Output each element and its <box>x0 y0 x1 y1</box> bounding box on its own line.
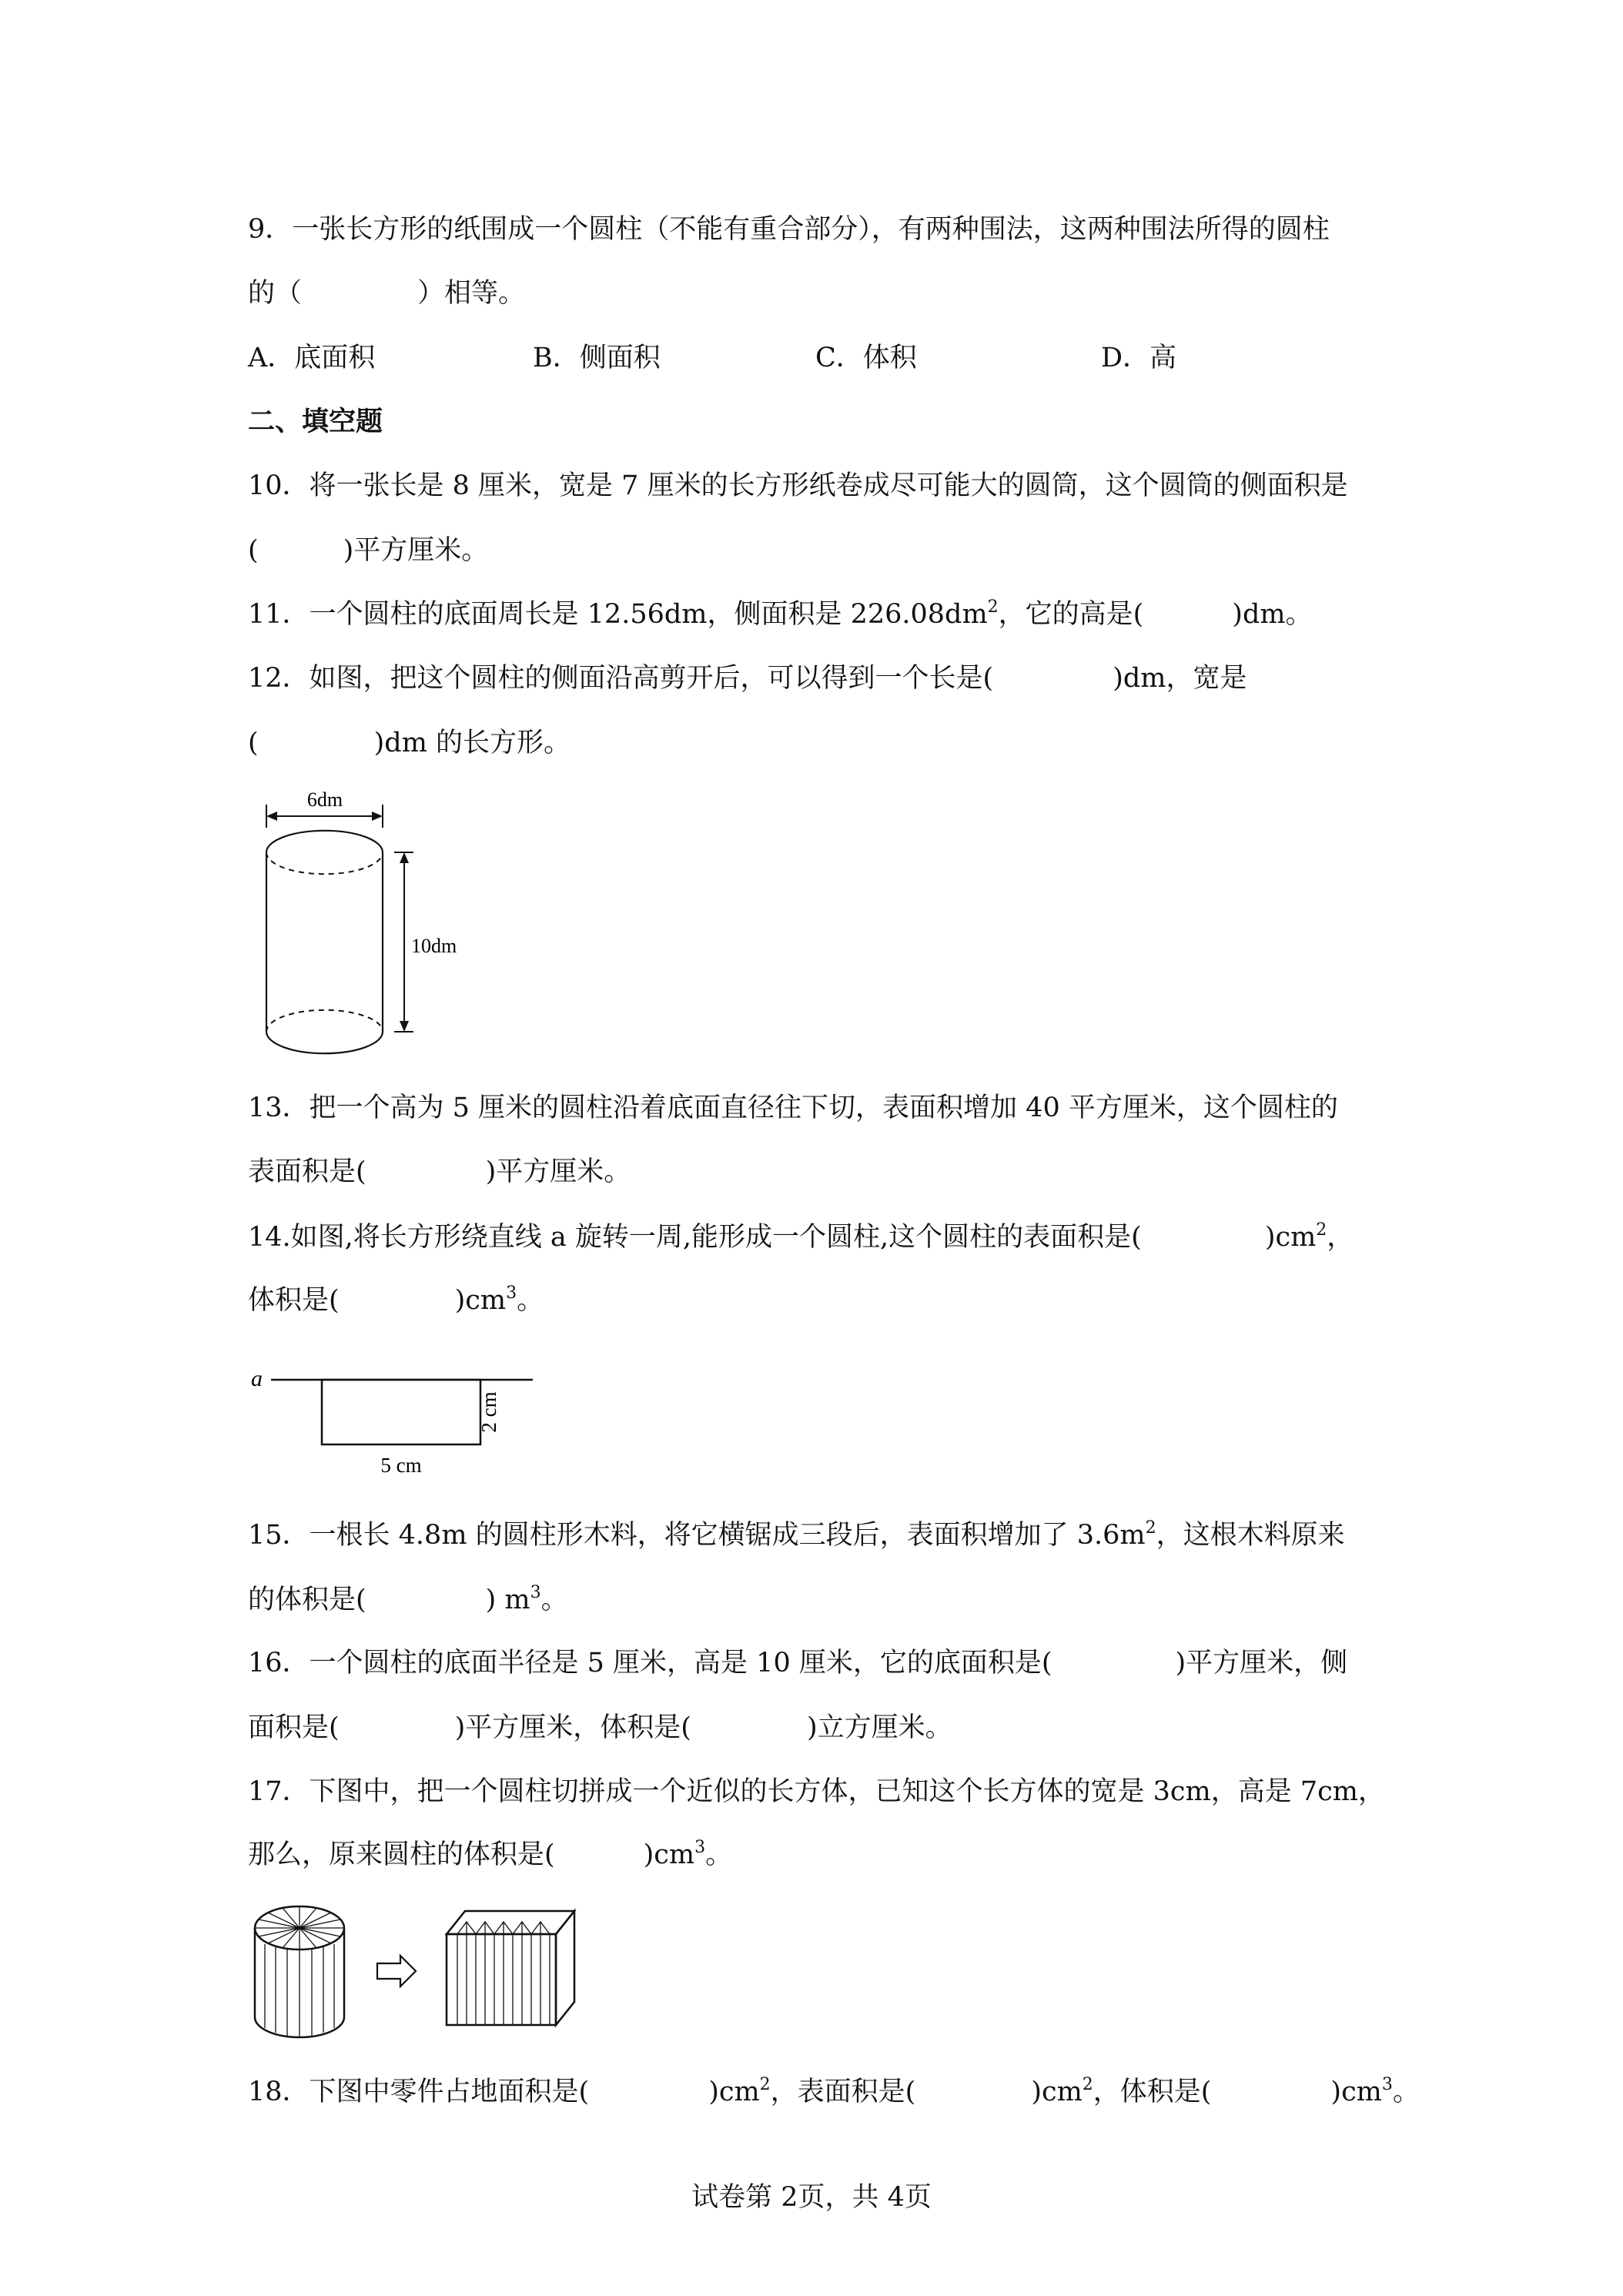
height-label: 10dm <box>411 935 457 957</box>
q17-line1: 17．下图中，把一个圆柱切拼成一个近似的长方体，已知这个长方体的宽是 3cm，高是 7cm， <box>248 1776 1385 1807</box>
q13-line1: 13．把一个高为 5 厘米的圆柱沿着底面直径往下切，表面积增加 40 平方厘米，这个圆柱的 <box>248 1093 1338 1123</box>
page-footer: 试卷第 2页，共 4页 <box>691 2182 932 2213</box>
axis-label: a <box>251 1366 263 1391</box>
q9-line1: 9．一张长方形的纸围成一个圆柱（不能有重合部分），有两种围法，这两种围法所得的圆柱 <box>248 214 1330 245</box>
option-d[interactable]: D．高 <box>1101 343 1177 373</box>
q15-line1: 15．一根长 4.8m 的圆柱形木料，将它横锯成三段后，表面积增加了 $3.6m^2$，这根木料原来 <box>248 1518 1345 1551</box>
option-b[interactable]: B．侧面积 <box>533 343 661 373</box>
q17-line2: 那么，原来圆柱的体积是( )$cm^3$。 <box>248 1838 733 1870</box>
diameter-label: 6dm <box>306 788 343 811</box>
q16-line2: 面积是( )平方厘米，体积是( )立方厘米。 <box>248 1712 952 1743</box>
q18-line: 18．下图中零件占地面积是( )$cm^2$，表面积是( )$cm^2$，体积是( )$cm^3$。 <box>248 2075 1420 2107</box>
cylinder-figure <box>248 782 479 1066</box>
q10-line1: 10．将一张长是 8 厘米，宽是 7 厘米的长方形纸卷成尽可能大的圆筒，这个圆筒的侧面积是 <box>248 470 1348 501</box>
width-label: 5 cm <box>380 1454 422 1477</box>
q9-line2: 的（ ）相等。 <box>248 278 526 309</box>
q12-line2: ( )dm 的长方形。 <box>248 728 571 758</box>
q12-line1: 12．如图，把这个圆柱的侧面沿高剪开后，可以得到一个长是( )dm，宽是 <box>248 663 1247 694</box>
q9-options <box>248 340 1403 377</box>
q16-line1: 16．一个圆柱的底面半径是 5 厘米，高是 10 厘米，它的底面积是( )平方厘米，侧 <box>248 1648 1348 1678</box>
cylinder-to-cuboid-figure <box>248 1902 587 2040</box>
section-heading: 二、填空题 <box>248 407 383 437</box>
option-a[interactable]: A．底面积 <box>248 343 376 373</box>
rectangle-axis-figure <box>248 1355 540 1486</box>
q13-line2: 表面积是( )平方厘米。 <box>248 1156 631 1187</box>
q11-line: 11．一个圆柱的底面周长是 12.56dm，侧面积是 $226.08dm^2$，它的高是( )dm。 <box>248 597 1313 630</box>
q14-line2: 体积是( )$cm^3$。 <box>248 1284 544 1316</box>
q14-line1: 14.如图,将长方形绕直线 a 旋转一周,能形成一个圆柱,这个圆柱的表面积是( )$cm^2$， <box>248 1220 1354 1253</box>
q10-line2: ( )平方厘米。 <box>248 535 489 566</box>
option-c[interactable]: C．体积 <box>815 343 917 373</box>
height-label: 2 cm <box>477 1391 500 1433</box>
q15-line2: 的体积是( ) $m^3$。 <box>248 1583 568 1615</box>
